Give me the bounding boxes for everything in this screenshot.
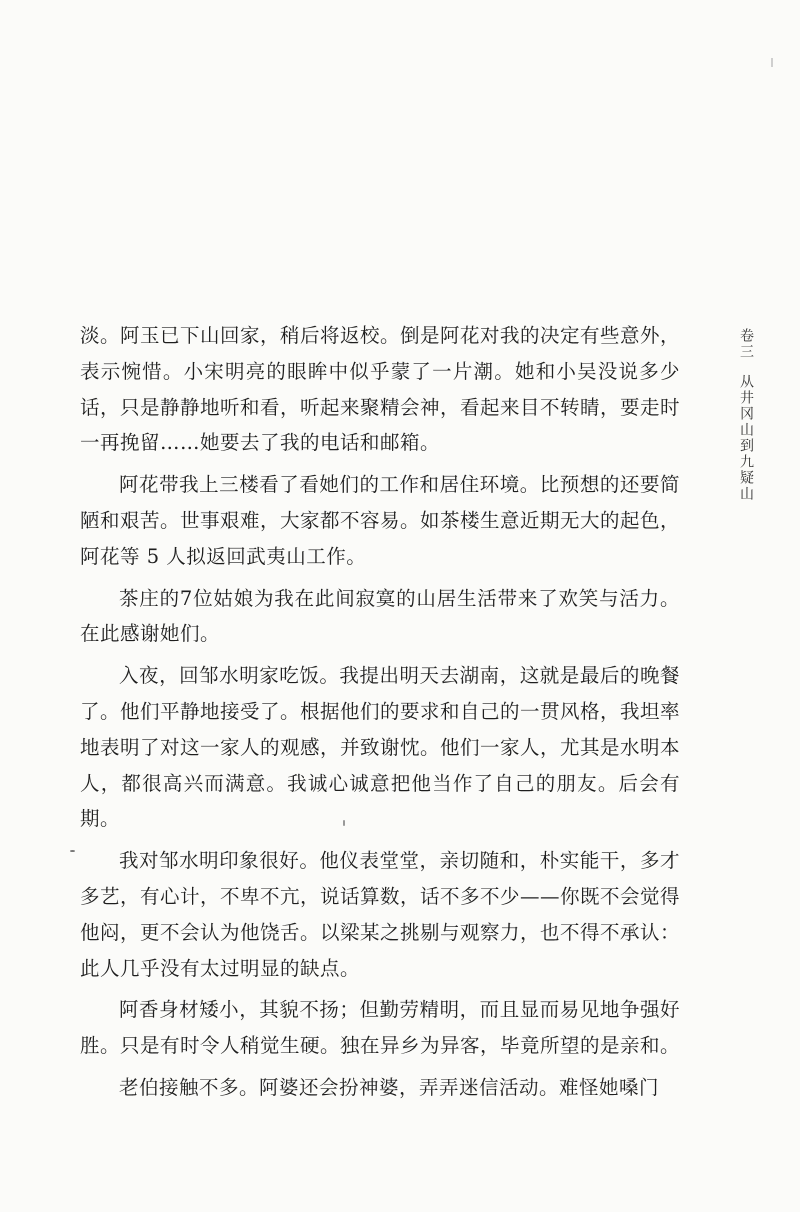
paragraph-6: 阿香身材矮小，其貌不扬；但勤劳精明，而且显而易见地争强好胜。只是有时令人稍觉生硬。独在异乡为异客，毕竟所望的是亲和。 bbox=[80, 998, 681, 1058]
print-speck bbox=[70, 850, 75, 852]
paragraph-7: 老伯接触不多。阿婆还会扮神婆，弄弄迷信活动。难怪她嗓门 bbox=[119, 1075, 660, 1099]
paragraph-1: 淡。阿玉已下山回家，稍后将返校。倒是阿花对我的决定有些意外，表示惋惜。小宋明亮的眼眸中似乎蒙了一片潮。她和小吴没说多少话，只是静静地听和看，听起来聚精会神，看起来目不转睛，要走时一再挽留……她要去了我的电话和邮箱。 bbox=[80, 324, 681, 455]
paragraph-3: 茶庄的7位姑娘为我在此间寂寞的山居生活带来了欢笑与活力。在此感谢她们。 bbox=[80, 586, 680, 646]
page-edge-mark bbox=[771, 58, 773, 67]
running-head-chapter: 从井冈山到九疑山 bbox=[738, 374, 754, 502]
running-head-volume: 卷三 bbox=[738, 328, 754, 360]
running-head bbox=[736, 328, 756, 502]
print-speck bbox=[343, 820, 345, 826]
paragraph-5: 我对邹水明印象很好。他仪表堂堂，亲切随和，朴实能干，多才多艺，有心计，不卑不亢，说话算数，话不多不少——你既不会觉得他闷，更不会认为他饶舌。以梁某之挑剔与观察力，也不得不承认：此人几乎没有太过明显的缺点。 bbox=[80, 849, 681, 980]
paragraph-2: 阿花带我上三楼看了看她们的工作和居住环境。比预想的还要简陋和艰苦。世事艰难，大家都不容易。如茶楼生意近期无大的起色，阿花等 5 人拟返回武夷山工作。 bbox=[80, 473, 681, 568]
paragraph-4: 入夜，回邹水明家吃饭。我提出明天去湖南，这就是最后的晚餐了。他们平静地接受了。根据他们的要求和自己的一贯风格，我坦率地表明了对这一家人的观感，并致谢忱。他们一家人，尤其是水明本人，都很高兴而满意。我诚心诚意把他当作了自己的朋友。后会有期。 bbox=[80, 664, 681, 831]
body-text bbox=[80, 318, 680, 1112]
